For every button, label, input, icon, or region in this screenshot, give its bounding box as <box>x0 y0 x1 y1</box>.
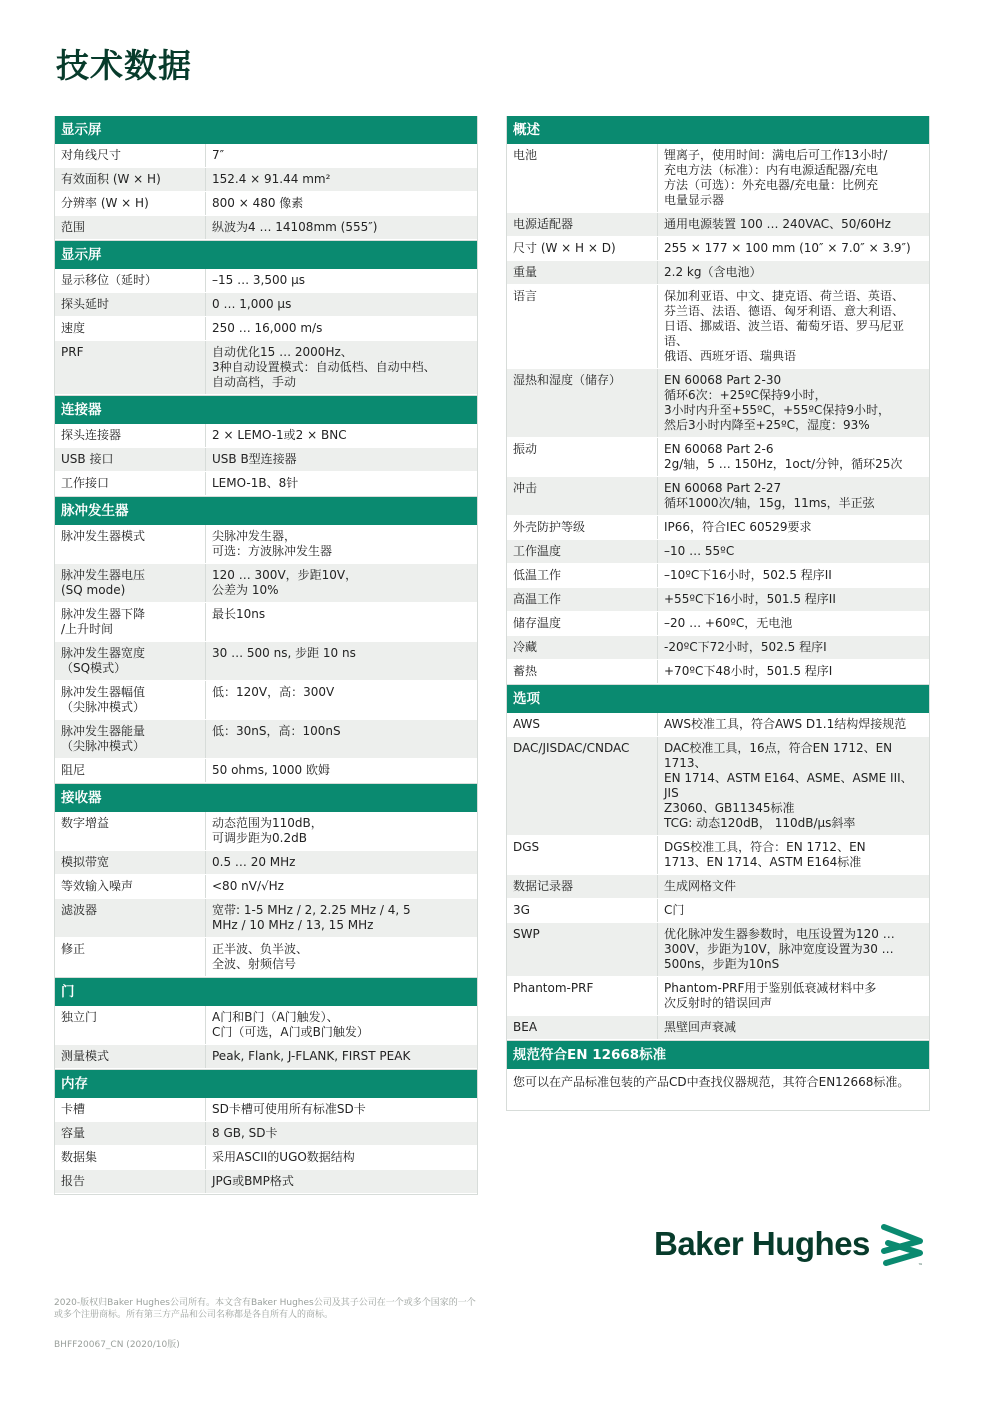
spec-label: 滤波器 <box>55 899 206 937</box>
spec-value: 优化脉冲发生器参数时，电压设置为120 … 300V，步距为10V，脉冲宽度设置为30 … 500ns，步距为10nS <box>664 927 895 971</box>
spec-label: 脉冲发生器宽度 （SQ模式） <box>55 642 206 680</box>
spec-row <box>507 875 929 899</box>
spec-row <box>55 642 477 681</box>
spec-label: 显示移位（延时） <box>55 269 206 292</box>
spec-row <box>55 1170 477 1194</box>
spec-value: 保加利亚语、中文、捷克语、荷兰语、英语、 芬兰语、法语、德语、匈牙利语、意大利语、 日语、挪威语、波兰语、葡萄牙语、罗马尼亚语、 俄语、西班牙语、瑞典语 <box>664 289 905 363</box>
brand-name: Baker Hughes <box>654 1225 870 1262</box>
spec-label: 阻尼 <box>55 759 206 782</box>
spec-label: SWP <box>507 923 658 976</box>
spec-label: DAC/JISDAC/CNDAC <box>507 737 658 835</box>
spec-label: 语言 <box>507 285 658 368</box>
spec-section <box>54 1070 478 1195</box>
spec-value: SD卡槽可使用所有标准SD卡 <box>212 1102 366 1116</box>
spec-row <box>55 168 477 192</box>
spec-value: DAC校准工具，16点，符合EN 1712、EN 1713、 EN 1714、ASTM E164、ASME、ASME III、JIS Z3060、GB11345标准 TCG: 动态120dB， 110dB/µs斜率 <box>664 741 913 830</box>
spec-value: 7″ <box>212 148 225 162</box>
spec-value: 250 … 16,000 m/s <box>212 321 323 335</box>
spec-section <box>54 241 478 396</box>
spec-value: –15 … 3,500 µs <box>212 273 305 287</box>
spec-value: Peak, Flank, J-FLANK, FIRST PEAK <box>212 1049 411 1063</box>
spec-value: –10ºC下16小时，502.5 程序II <box>664 568 832 582</box>
spec-row <box>55 317 477 341</box>
document-id: BHFF20067_CN (2020/10版) <box>54 1340 180 1350</box>
section-header: 选项 <box>507 685 929 713</box>
spec-value: +70ºC下48小时，501.5 程序I <box>664 664 833 678</box>
spec-row <box>507 899 929 923</box>
spec-value: C门 <box>664 903 685 917</box>
spec-value: 纵波为4 … 14108mm (555″) <box>212 220 378 234</box>
section-header: 接收器 <box>55 784 477 812</box>
spec-row <box>507 438 929 477</box>
spec-label: 范围 <box>55 216 206 239</box>
spec-label: 湿热和湿度（储存） <box>507 369 658 437</box>
spec-row <box>55 681 477 720</box>
spec-value: Phantom-PRF用于鉴别低衰减材料中多 次反射时的错误回声 <box>664 981 877 1010</box>
spec-row <box>55 472 477 496</box>
spec-label: 冷藏 <box>507 636 658 659</box>
spec-label: 工作接口 <box>55 472 206 495</box>
spec-row <box>55 1146 477 1170</box>
spec-value: A门和B门（A门触发）、 C门（可选，A门或B门触发） <box>212 1010 369 1039</box>
section-header: 概述 <box>507 116 929 144</box>
spec-label: 数据记录器 <box>507 875 658 898</box>
spec-value: 尖脉冲发生器， 可选：方波脉冲发生器 <box>212 529 333 558</box>
spec-value: AWS校准工具，符合AWS D1.1结构焊接规范 <box>664 717 907 731</box>
spec-row <box>55 759 477 783</box>
spec-value: 152.4 × 91.44 mm² <box>212 172 331 186</box>
section-header: 脉冲发生器 <box>55 497 477 525</box>
brand-mark-icon <box>880 1221 926 1267</box>
spec-value: 2 × LEMO-1或2 × BNC <box>212 428 347 442</box>
spec-value: 800 × 480 像素 <box>212 196 304 210</box>
spec-label: 重量 <box>507 261 658 284</box>
spec-label: 速度 <box>55 317 206 340</box>
spec-row <box>55 293 477 317</box>
spec-value: -20ºC下72小时，502.5 程序I <box>664 640 827 654</box>
spec-label: 蓄热 <box>507 660 658 683</box>
spec-row <box>55 875 477 899</box>
spec-label: 脉冲发生器幅值 （尖脉冲模式） <box>55 681 206 719</box>
section-header: 连接器 <box>55 396 477 424</box>
spec-label: BEA <box>507 1016 658 1039</box>
spec-value: EN 60068 Part 2-6 2g/轴，5 … 150Hz，1oct/分钟，循环25次 <box>664 442 903 471</box>
spec-label: 电源适配器 <box>507 213 658 236</box>
section-header: 内存 <box>55 1070 477 1098</box>
spec-row <box>55 1098 477 1122</box>
spec-section <box>506 685 930 1041</box>
spec-label: 振动 <box>507 438 658 476</box>
spec-value: 自动优化15 … 2000Hz、 3种自动设置模式：自动低档、自动中档、 自动高档，手动 <box>212 345 436 389</box>
spec-value: 0.5 … 20 MHz <box>212 855 296 869</box>
spec-section <box>54 396 478 497</box>
spec-label: USB 接口 <box>55 448 206 471</box>
spec-value: –20 … +60ºC，无电池 <box>664 616 793 630</box>
spec-row <box>55 448 477 472</box>
spec-section <box>54 978 478 1070</box>
spec-row <box>55 564 477 603</box>
spec-label: AWS <box>507 713 658 736</box>
spec-label: 尺寸 (W × H × D) <box>507 237 658 260</box>
spec-row <box>507 713 929 737</box>
spec-value: 宽带: 1-5 MHz / 2, 2.25 MHz / 4, 5 MHz / 10 MHz / 13, 15 MHz <box>212 903 411 932</box>
spec-label: 数据集 <box>55 1146 206 1169</box>
spec-label: 探头连接器 <box>55 424 206 447</box>
spec-row <box>507 737 929 836</box>
spec-label: 储存温度 <box>507 612 658 635</box>
right-spec-column <box>506 116 930 1111</box>
spec-label: PRF <box>55 341 206 394</box>
baker-hughes-logo <box>654 1221 926 1267</box>
spec-label: 修正 <box>55 938 206 976</box>
spec-value: 黑壁回声衰减 <box>664 1020 737 1034</box>
spec-label: 脉冲发生器模式 <box>55 525 206 563</box>
spec-label: Phantom-PRF <box>507 977 658 1015</box>
spec-label: 低温工作 <box>507 564 658 587</box>
spec-value: –10 … 55ºC <box>664 544 735 558</box>
spec-value: EN 60068 Part 2-30 循环6次：+25ºC保持9小时， 3小时内升至+55ºC，+55ºC保持9小时， 然后3小时内降至+25ºC，湿度：93% <box>664 373 890 432</box>
spec-label: 卡槽 <box>55 1098 206 1121</box>
spec-value: IP66，符合IEC 60529要求 <box>664 520 812 534</box>
spec-row <box>507 564 929 588</box>
spec-value: 采用ASCII的UGO数据结构 <box>212 1150 355 1164</box>
spec-section <box>506 116 930 685</box>
spec-row <box>507 213 929 237</box>
spec-section <box>54 116 478 241</box>
spec-label: 脉冲发生器能量 （尖脉冲模式） <box>55 720 206 758</box>
spec-row <box>55 1122 477 1146</box>
spec-row <box>55 216 477 240</box>
spec-row <box>55 899 477 938</box>
spec-row <box>507 588 929 612</box>
spec-value: USB B型连接器 <box>212 452 297 466</box>
spec-row <box>507 923 929 977</box>
spec-value: 正半波、负半波、 全波、射频信号 <box>212 942 309 971</box>
spec-value: 2.2 kg（含电池） <box>664 265 762 279</box>
spec-value: 50 ohms, 1000 欧姆 <box>212 763 330 777</box>
spec-label: 探头延时 <box>55 293 206 316</box>
spec-value: <80 nV/√Hz <box>212 879 284 893</box>
copyright-notice: 2020-版权归Baker Hughes公司所有。本文含有Baker Hughes公司及其子公司在一个或多个国家的一个或多个注册商标。所有第三方产品和公司名称都是各自所有人的商标。 <box>54 1298 476 1320</box>
spec-row <box>507 977 929 1016</box>
spec-label: 测量模式 <box>55 1045 206 1068</box>
spec-row <box>55 720 477 759</box>
spec-row <box>507 477 929 516</box>
section-header: 显示屏 <box>55 241 477 269</box>
spec-value: DGS校准工具，符合：EN 1712、EN 1713、EN 1714、ASTM E164标准 <box>664 840 866 869</box>
spec-label: 数字增益 <box>55 812 206 850</box>
standard-note: 您可以在产品标准包装的产品CD中查找仪器规范，其符合EN12668标准。 <box>507 1069 929 1110</box>
spec-value: +55ºC下16小时，501.5 程序II <box>664 592 836 606</box>
spec-row <box>55 812 477 851</box>
spec-row <box>507 516 929 540</box>
spec-value: JPG或BMP格式 <box>212 1174 294 1188</box>
spec-label: DGS <box>507 836 658 874</box>
spec-label: 分辨率 (W × H) <box>55 192 206 215</box>
spec-value: 最长10ns <box>212 607 266 621</box>
spec-value: 255 × 177 × 100 mm (10″ × 7.0″ × 3.9″) <box>664 241 911 255</box>
spec-label: 有效面积 (W × H) <box>55 168 206 191</box>
standard-compliance-section <box>506 1041 930 1111</box>
spec-label: 冲击 <box>507 477 658 515</box>
spec-section <box>54 497 478 784</box>
spec-label: 工作温度 <box>507 540 658 563</box>
spec-row <box>55 525 477 564</box>
spec-label: 模拟带宽 <box>55 851 206 874</box>
spec-label: 容量 <box>55 1122 206 1145</box>
spec-value: 低：120V，高：300V <box>212 685 335 699</box>
spec-label: 等效输入噪声 <box>55 875 206 898</box>
spec-value: 低：30nS，高：100nS <box>212 724 341 738</box>
spec-row <box>507 261 929 285</box>
spec-row <box>55 144 477 168</box>
spec-row <box>507 612 929 636</box>
spec-row <box>507 660 929 684</box>
trademark-symbol: ™ <box>917 1263 923 1267</box>
spec-row <box>507 836 929 875</box>
spec-value: LEMO-1B、8针 <box>212 476 299 490</box>
spec-value: 0 … 1,000 µs <box>212 297 292 311</box>
spec-row <box>55 603 477 642</box>
section-header: 门 <box>55 978 477 1006</box>
spec-row <box>507 144 929 213</box>
spec-value: 8 GB, SD卡 <box>212 1126 278 1140</box>
spec-value: 120 … 300V，步距10V， 公差为 10% <box>212 568 358 597</box>
spec-label: 外壳防护等级 <box>507 516 658 539</box>
spec-label: 电池 <box>507 144 658 212</box>
spec-row <box>507 285 929 369</box>
spec-label: 脉冲发生器电压 (SQ mode) <box>55 564 206 602</box>
section-header: 规范符合EN 12668标准 <box>507 1041 929 1069</box>
spec-label: 独立门 <box>55 1006 206 1044</box>
spec-row <box>507 369 929 438</box>
spec-section <box>54 784 478 978</box>
section-header: 显示屏 <box>55 116 477 144</box>
spec-row <box>55 1006 477 1045</box>
spec-row <box>507 636 929 660</box>
spec-value: 通用电源装置 100 … 240VAC、50/60Hz <box>664 217 891 231</box>
spec-row <box>55 269 477 293</box>
spec-value: 锂离子，使用时间：满电后可工作13小时/ 充电方法（标准）：内有电源适配器/充电 方法（可选）：外充电器/充电量：比例充 电量显示器 <box>664 148 888 207</box>
spec-row <box>55 192 477 216</box>
spec-label: 3G <box>507 899 658 922</box>
spec-row <box>55 938 477 977</box>
spec-row <box>507 540 929 564</box>
spec-row <box>55 424 477 448</box>
spec-label: 报告 <box>55 1170 206 1193</box>
spec-row <box>55 1045 477 1069</box>
page-title: 技术数据 <box>56 46 192 85</box>
spec-row <box>507 237 929 261</box>
spec-value: 生成网格文件 <box>664 879 737 893</box>
spec-row <box>55 341 477 395</box>
spec-label: 对角线尺寸 <box>55 144 206 167</box>
spec-value: 动态范围为110dB， 可调步距为0.2dB <box>212 816 323 845</box>
spec-value: 30 … 500 ns, 步距 10 ns <box>212 646 356 660</box>
left-spec-column <box>54 116 478 1195</box>
spec-value: EN 60068 Part 2-27 循环1000次/轴，15g，11ms，半正弦 <box>664 481 875 510</box>
spec-label: 高温工作 <box>507 588 658 611</box>
spec-label: 脉冲发生器下降 /上升时间 <box>55 603 206 641</box>
spec-row <box>507 1016 929 1040</box>
spec-row <box>55 851 477 875</box>
